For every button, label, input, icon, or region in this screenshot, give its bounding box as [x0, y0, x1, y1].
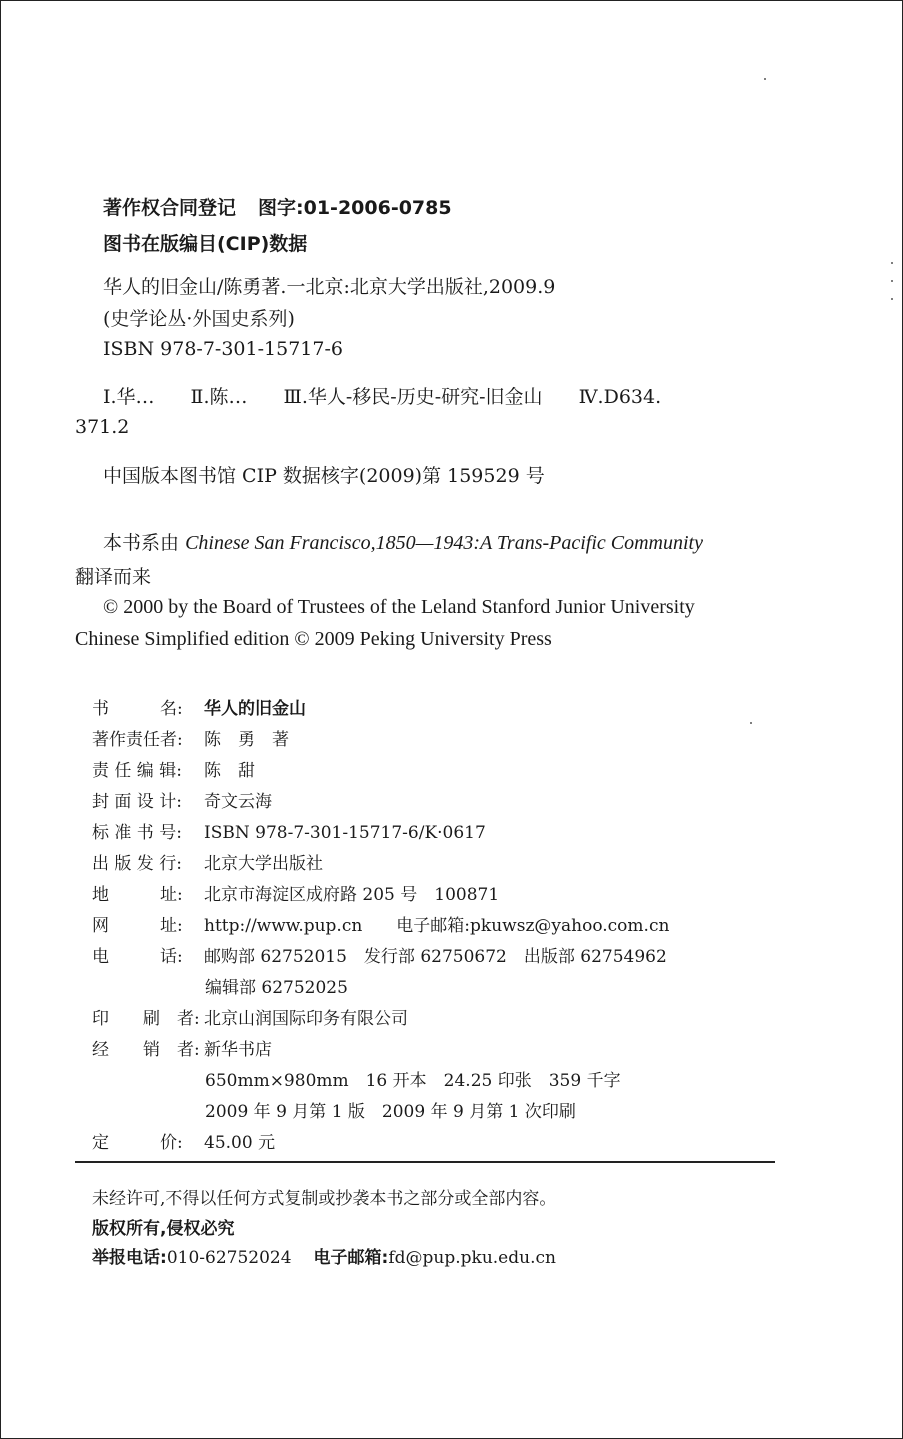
meta-address: [92, 880, 499, 905]
class-5: 371.2: [75, 416, 130, 438]
meta-value: 奇文云海: [204, 792, 272, 812]
rights-reserved: 版权所有,侵权必究: [92, 1219, 235, 1239]
meta-edition: 2009 年 9 月第 1 版 2009 年 9 月第 1 次印刷: [205, 1102, 576, 1122]
meta-value: 陈 甜: [204, 761, 255, 781]
meta-editor: [92, 756, 255, 781]
meta-website: [92, 911, 669, 936]
meta-format: 650mm×980mm 16 开本 24.25 印张 359 千字: [205, 1071, 621, 1091]
meta-value: 陈 勇 著: [204, 730, 289, 750]
meta-value: 邮购部 62752015 发行部 62750672 出版部 62754962: [204, 947, 667, 967]
cip-heading: 图书在版编目(CIP)数据: [103, 233, 308, 255]
class-3: Ⅲ.华人-移民-历史-研究-旧金山: [283, 386, 543, 408]
meta-phone: [92, 942, 667, 967]
meta-price: [92, 1128, 275, 1153]
class-2: Ⅱ.陈…: [190, 386, 248, 408]
meta-label: 印 刷 者:: [92, 1009, 200, 1029]
scan-speck: [891, 280, 893, 282]
meta-title: [92, 694, 306, 719]
class-1: Ⅰ.华…: [103, 386, 155, 408]
copyright-line-2: Chinese Simplified edition © 2009 Peking University Press: [75, 628, 552, 650]
meta-label: 著作责任者:: [92, 730, 183, 750]
meta-label: 网 址:: [92, 916, 183, 936]
origin-prefix: 本书系由: [103, 532, 180, 554]
meta-publisher: [92, 849, 323, 874]
copyright-line-1: © 2000 by the Board of Trustees of the Leland Stanford Junior University: [103, 596, 695, 618]
scan-speck: [891, 298, 893, 300]
meta-value: 北京山润国际印务有限公司: [204, 1009, 408, 1029]
meta-label: 定 价:: [92, 1133, 183, 1153]
meta-value: 华人的旧金山: [204, 699, 306, 719]
scan-speck: [764, 78, 766, 80]
meta-distributor: [92, 1035, 272, 1060]
report-email: fd@pup.pku.edu.cn: [388, 1248, 556, 1268]
scan-speck: [891, 262, 893, 264]
report-email-label: 电子邮箱:: [313, 1248, 389, 1268]
report-phone-label: 举报电话:: [92, 1248, 167, 1268]
class-4: Ⅳ.D634.: [578, 386, 662, 408]
cip-line-1: 华人的旧金山/陈勇著.一北京:北京大学出版社,2009.9: [103, 276, 556, 298]
reproduction-notice: 未经许可,不得以任何方式复制或抄袭本书之部分或全部内容。: [92, 1189, 557, 1209]
cip-line-2: (史学论丛·外国史系列): [103, 308, 295, 330]
meta-cover-design: [92, 787, 272, 812]
contract-registration: [103, 193, 452, 220]
meta-label: 出 版 发 行:: [92, 854, 182, 874]
meta-label: 经 销 者:: [92, 1040, 200, 1060]
scan-speck: [750, 722, 752, 724]
meta-value: 新华书店: [204, 1040, 272, 1060]
origin-suffix: 翻译而来: [75, 566, 152, 588]
meta-label: 电 话:: [92, 947, 183, 967]
meta-label: 封 面 设 计:: [92, 792, 182, 812]
meta-label: 书 名:: [92, 699, 183, 719]
report-contact: [92, 1243, 556, 1268]
meta-value: 北京市海淀区成府路 205 号 100871: [204, 885, 500, 905]
contract-label: 著作权合同登记: [103, 197, 237, 219]
divider: [75, 1161, 775, 1163]
meta-label: 标 准 书 号:: [92, 823, 182, 843]
report-phone: 010-62752024: [166, 1248, 292, 1268]
meta-isbn: [92, 818, 486, 843]
meta-label: 地 址:: [92, 885, 183, 905]
meta-value: http://www.pup.cn 电子邮箱:pkuwsz@yahoo.com.cn: [204, 916, 670, 936]
meta-value: ISBN 978-7-301-15717-6/K·0617: [204, 823, 486, 843]
meta-value: 45.00 元: [204, 1133, 276, 1153]
meta-phone-editorial: 编辑部 62752025: [205, 978, 348, 998]
meta-printer: [92, 1004, 408, 1029]
cip-verification: 中国版本图书馆 CIP 数据核字(2009)第 159529 号: [103, 465, 545, 487]
contract-value: 图字:01-2006-0785: [258, 197, 452, 219]
original-title: Chinese San Francisco,1850—1943:A Trans-Pacific Community: [185, 532, 703, 554]
cip-classification: [103, 382, 661, 409]
origin-line: [103, 528, 703, 555]
meta-label: 责 任 编 辑:: [92, 761, 182, 781]
cip-isbn: ISBN 978-7-301-15717-6: [103, 338, 343, 360]
meta-value: 北京大学出版社: [204, 854, 323, 874]
meta-author: [92, 725, 289, 750]
